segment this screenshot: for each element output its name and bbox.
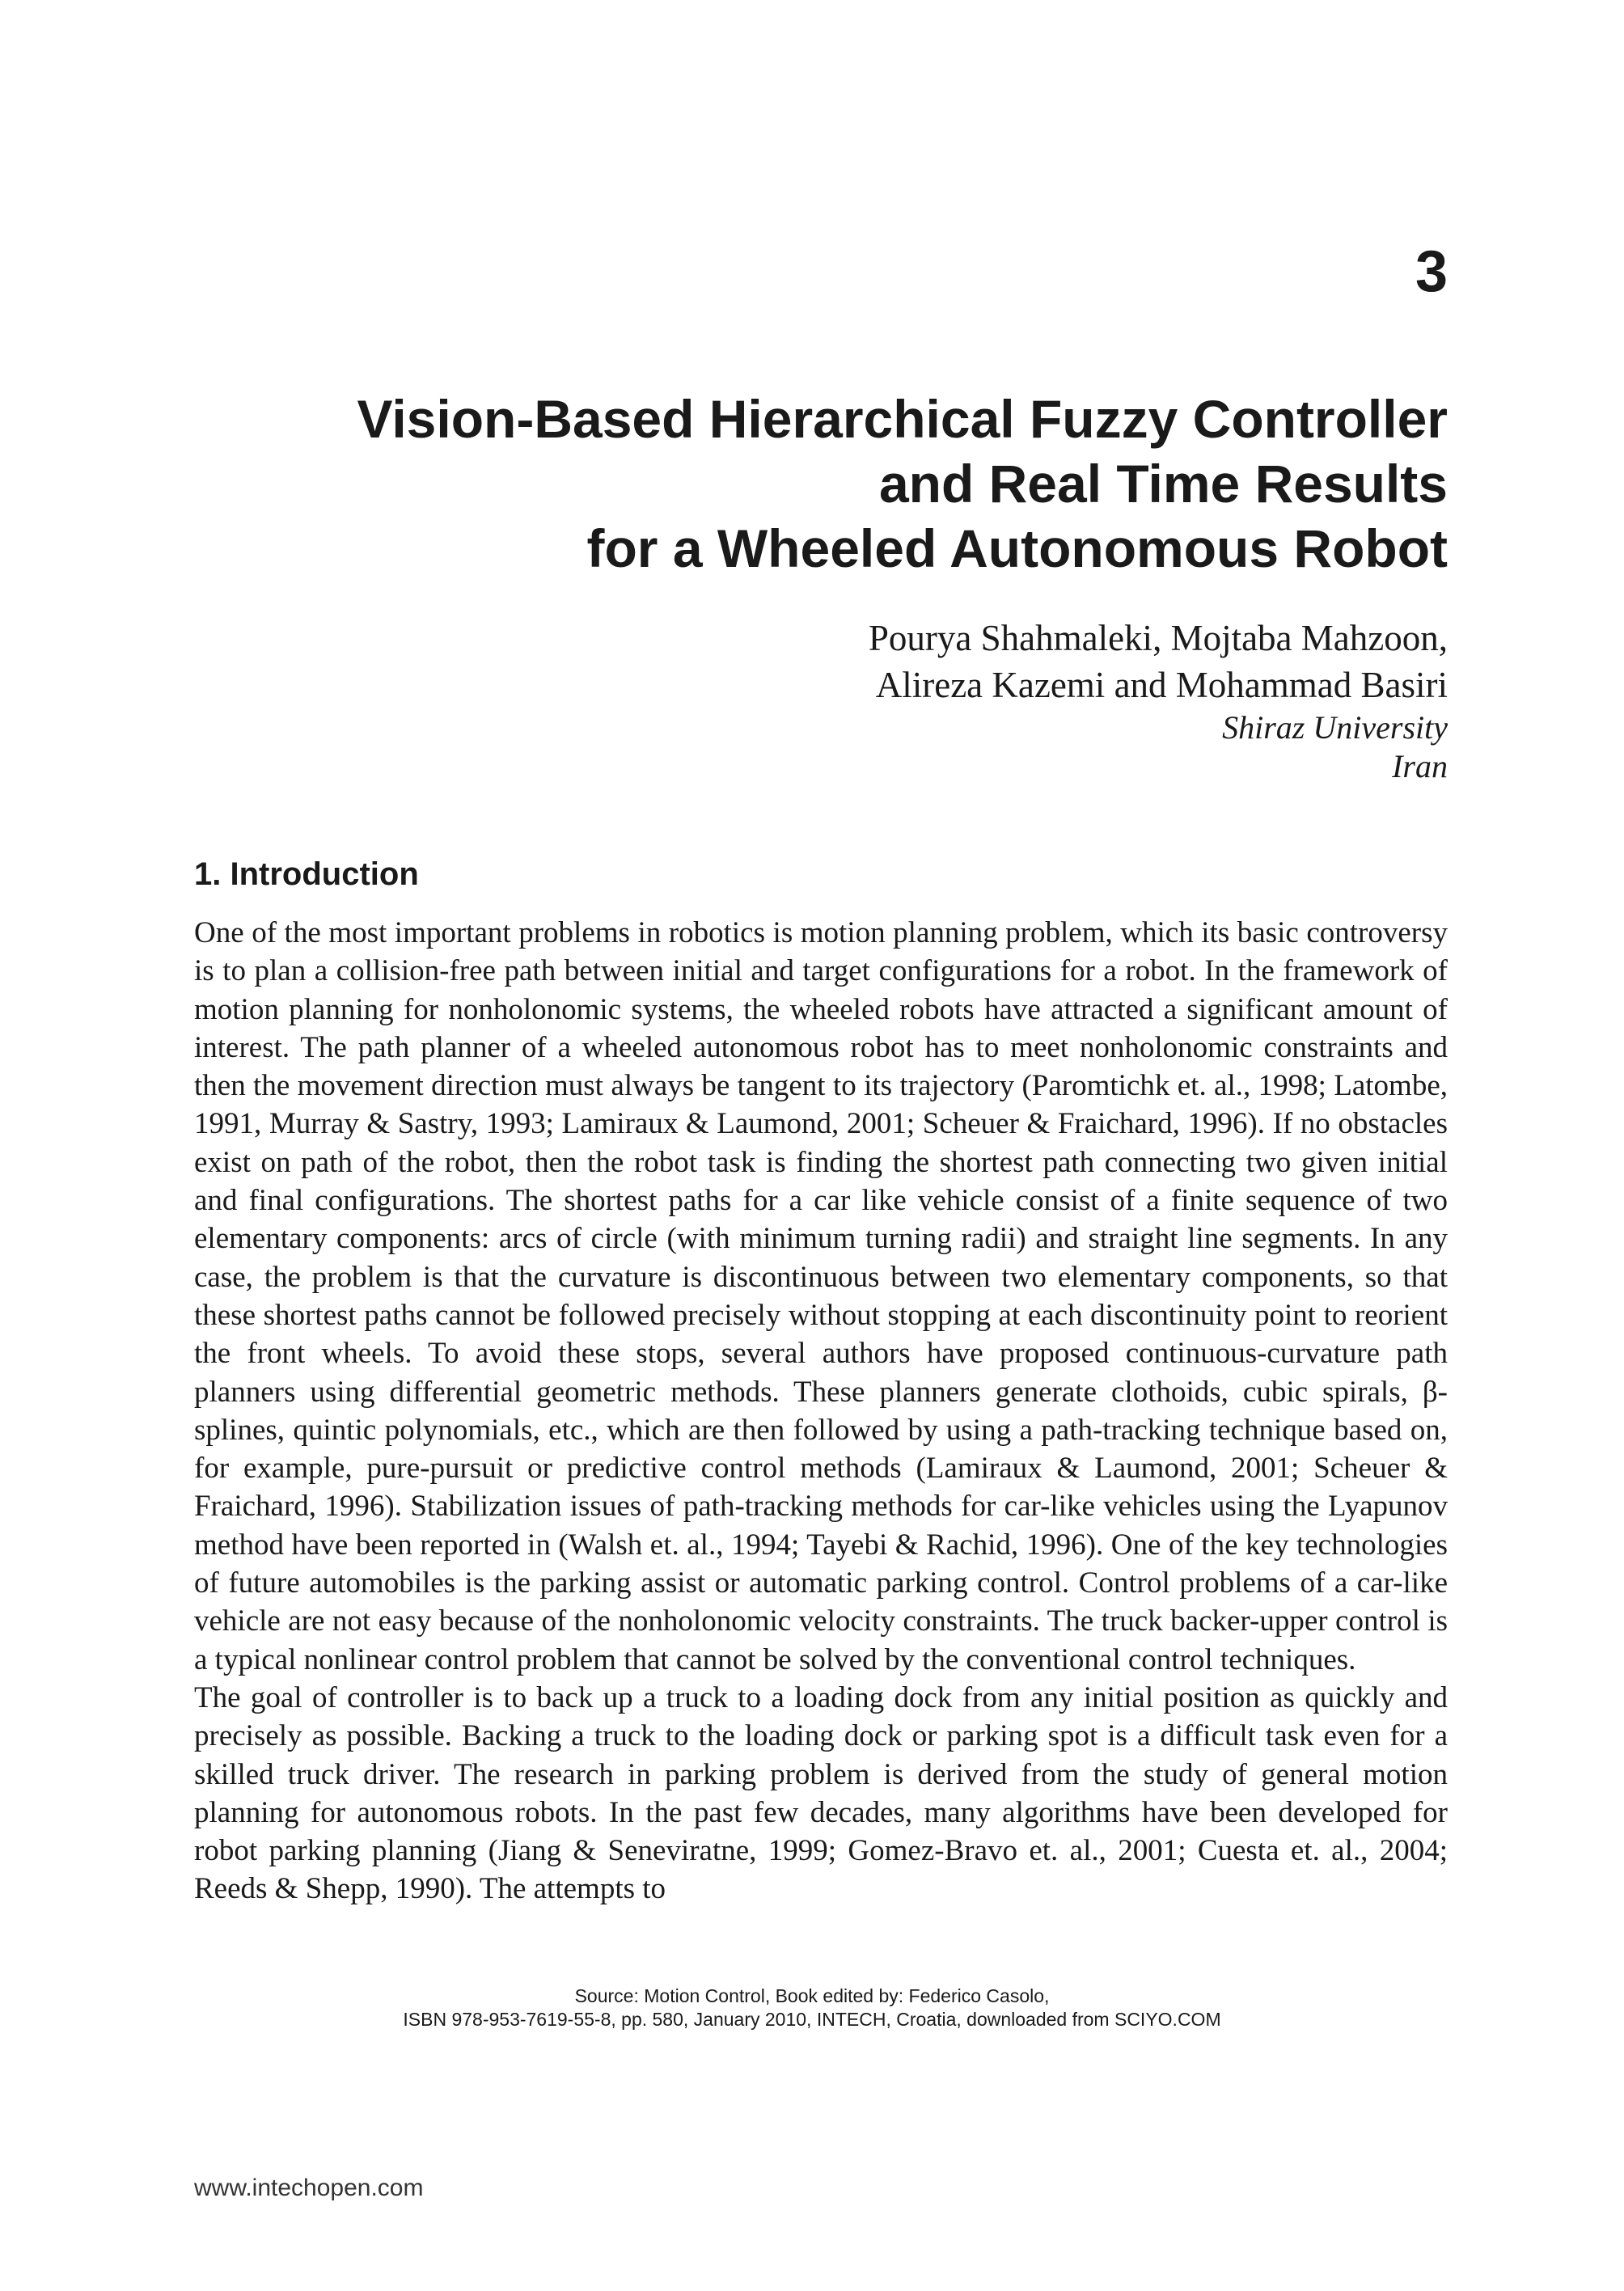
section-heading: 1. Introduction	[194, 856, 419, 892]
paragraph: The goal of controller is to back up a truck to a loading dock from any initial position as quickly and precisely as possible. Backing a truck to the loading dock or parking spot is a difficult task even for a skilled truck driver. The research in parking problem is derived from the study of general motion planning for autonomous robots. In the past few decades, many algorithms have been developed for robot parking planning (Jiang & Seneviratne, 1999; Gomez-Bravo et. al., 2001; Cuesta et. al., 2004; Reeds & Shepp, 1990). The attempts to	[194, 1680, 1448, 1906]
chapter-title-line: and Real Time Results	[878, 454, 1448, 514]
source-note-line: Source: Motion Control, Book edited by: Federico Casolo,	[574, 1985, 1050, 2006]
author-list	[477, 615, 1448, 708]
paragraph: One of the most important problems in robotics is motion planning problem, which its basic controversy is to plan a collision-free path between initial and target configurations for a robot. In the framework of motion planning for nonholonomic systems, the wheeled robots have attracted a significant amount of interest. The path planner of a wheeled autonomous robot has to meet nonholonomic constraints and then the movement direction must always be tangent to its trajectory (Paromtichk et. al., 1998; Latombe, 1991, Murray & Sastry, 1993; Lamiraux & Laumond, 2001; Scheuer & Fraichard, 1996). If no obstacles exist on path of the robot, then the robot task is finding the shortest path connecting two given initial and final configurations. The shortest paths for a car like vehicle consist of a finite sequence of two elementary components: arcs of circle (with minimum turning radii) and straight line segments. In any case, the problem is that the curvature is discontinuous between two elementary components, so that these shortest paths cannot be followed precisely without stopping at each discontinuity point to reorient the front wheels. To avoid these stops, several authors have proposed continuous-curvature path planners using differential geometric methods. These planners generate clothoids, cubic spirals, β-splines, quintic polynomials, etc., which are then followed by using a path-tracking technique based on, for example, pure-pursuit or predictive control methods (Lamiraux & Laumond, 2001; Scheuer & Fraichard, 1996). Stabilization issues of path-tracking methods for car-like vehicles using the Lyapunov method have been reported in (Walsh et. al., 1994; Tayebi & Rachid, 1996). One of the key technologies of future automobiles is the parking assist or automatic parking control. Control problems of a car-like vehicle are not easy because of the nonholonomic velocity constraints. The truck backer-upper control is a typical nonlinear control problem that cannot be solved by the conventional control techniques.	[194, 916, 1448, 1676]
chapter-title-line: Vision-Based Hierarchical Fuzzy Controller	[357, 389, 1448, 449]
affiliation	[477, 708, 1448, 786]
website-link[interactable]: www.intechopen.com	[194, 2175, 424, 2201]
author-line: Pourya Shahmaleki, Mojtaba Mahzoon,	[868, 618, 1448, 658]
body-text	[194, 914, 1448, 1908]
affiliation-country: Iran	[1392, 748, 1448, 784]
source-note	[0, 1985, 1624, 2031]
chapter-title	[113, 387, 1448, 581]
chapter-title-line: for a Wheeled Autonomous Robot	[586, 518, 1448, 578]
source-note-line: ISBN 978-953-7619-55-8, pp. 580, January 2010, INTECH, Croatia, downloaded from SCIYO.COM	[403, 2009, 1221, 2030]
affiliation-institution: Shiraz University	[1222, 709, 1448, 746]
author-line: Alireza Kazemi and Mohammad Basiri	[875, 665, 1448, 705]
chapter-number: 3	[1415, 239, 1448, 304]
